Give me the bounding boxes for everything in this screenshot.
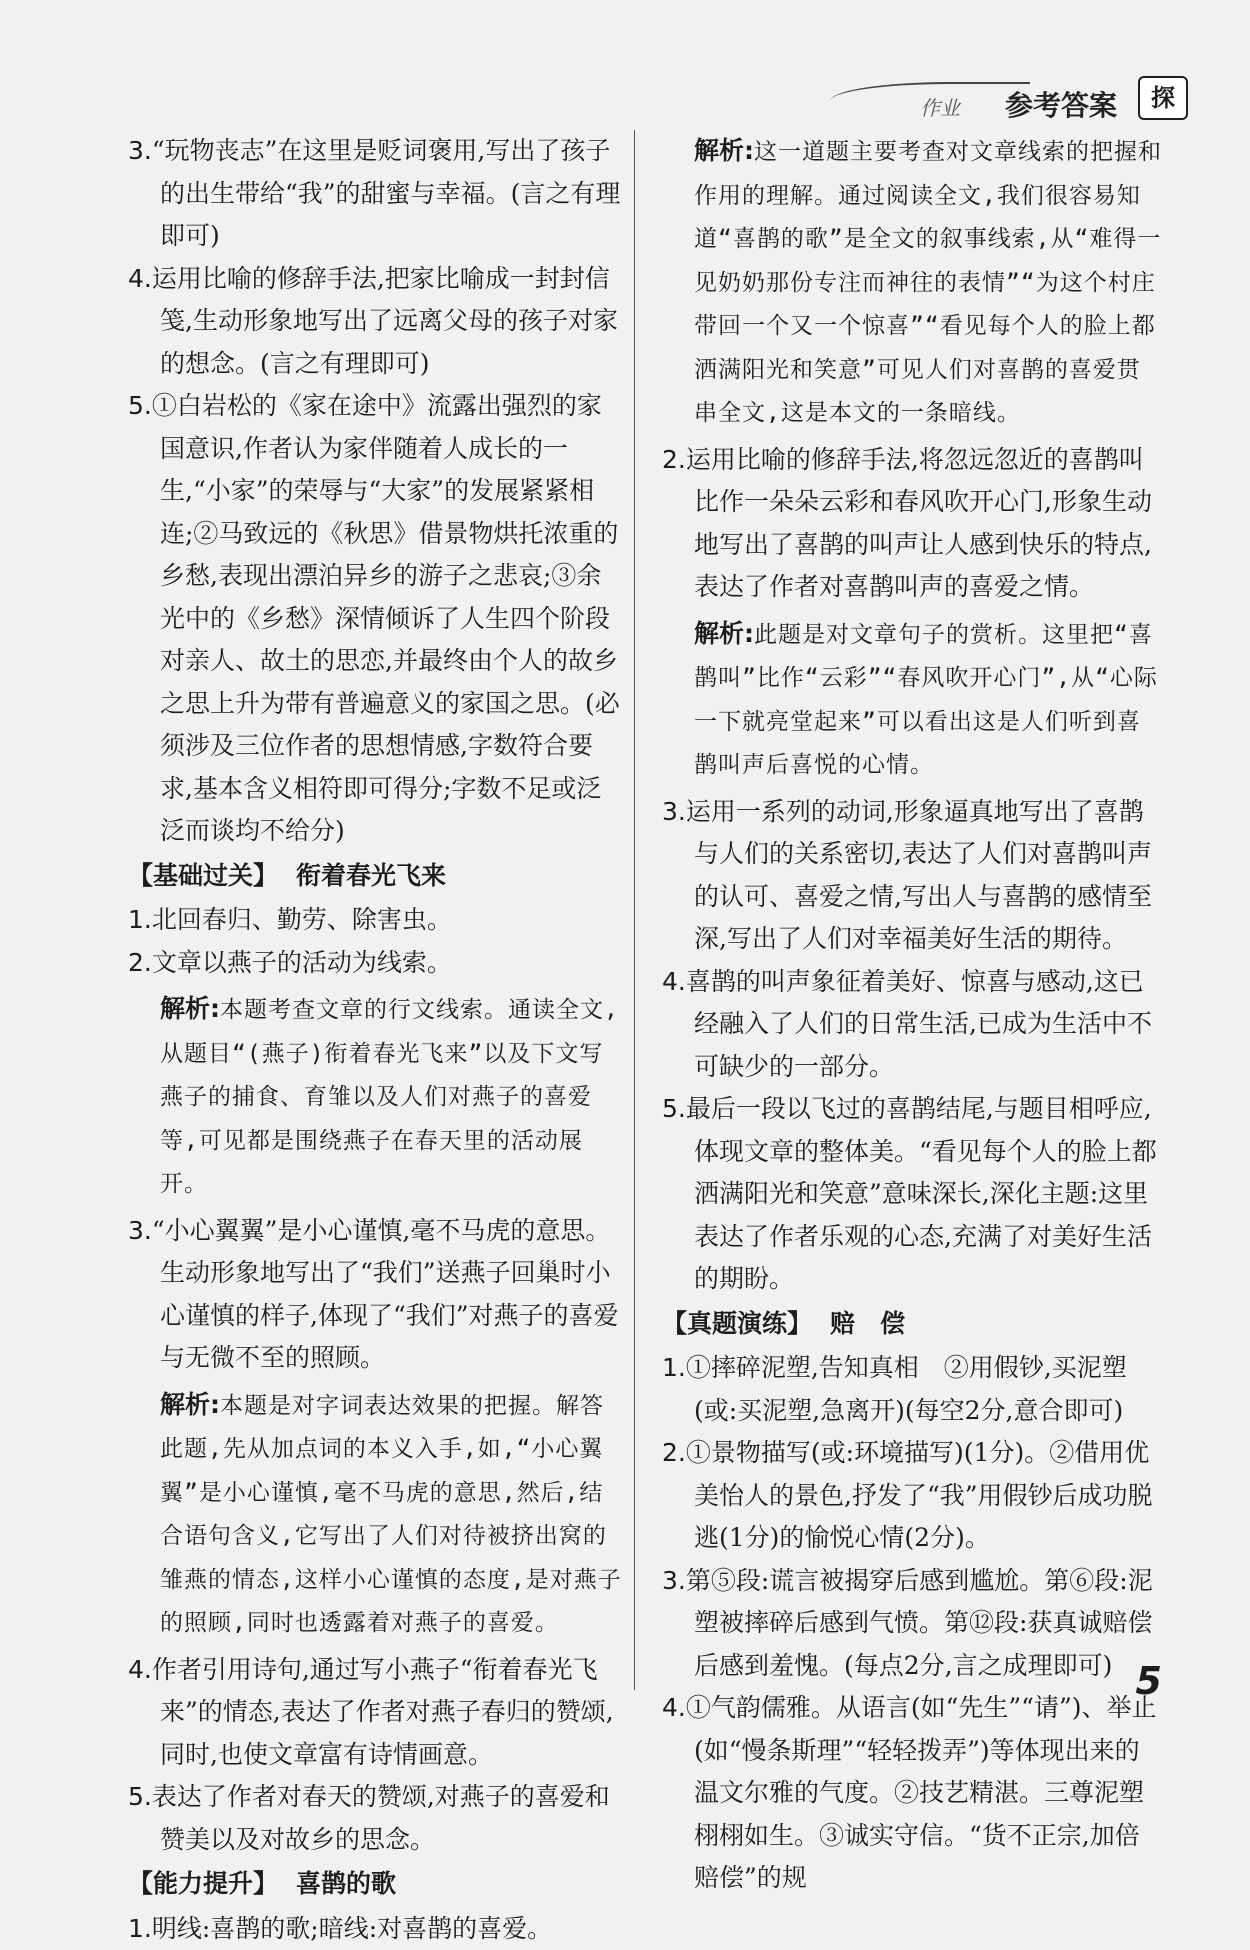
- analysis-note: 解析:本题考查文章的行文线索。通读全文,从题目“(燕子)衔着春光飞来”以及下文写燕子的捕食、育雏以及人们对燕子的喜爱等,可见都是围绕燕子在春天里的活动展开。: [128, 988, 623, 1206]
- page-number: 5: [1136, 1659, 1162, 1703]
- answer-item: 4.①气韵儒雅。从语言(如“先生”“请”)、举止(如“慢条斯理”“轻轻拨弄”)等体现出来的温文尔雅的气度。②技艺精湛。三尊泥塑栩栩如生。③诚实守信。“货不正宗,加倍赔偿”的规: [662, 1687, 1162, 1900]
- answer-item: 5.①白岩松的《家在途中》流露出强烈的家国意识,作者认为家伴随着人成长的一生,“小家”的荣辱与“大家”的发展紧紧相连;②马致远的《秋思》借景物烘托浓重的乡愁,表现出漂泊异乡的游子之悲哀;③余光中的《乡愁》深情倾诉了人生四个阶段对亲人、故土的思恋,并最终由个人的故乡之思上升为带有普遍意义的家国之思。(必须涉及三位作者的思想情感,字数符合要求,基本含义相符即可得分;字数不足或泛泛而谈均不给分): [128, 385, 623, 853]
- answer-item: 2.①景物描写(或:环境描写)(1分)。②借用优美怡人的景色,抒发了“我”用假钞后成功脱逃(1分)的愉悦心情(2分)。: [662, 1432, 1162, 1560]
- section-heading: 【真题演练】 赔 偿: [662, 1303, 1162, 1346]
- left-column: [128, 130, 623, 1950]
- column-divider: [634, 130, 635, 1690]
- right-column: [662, 130, 1162, 1900]
- answer-item: 5.表达了作者对春天的赞颂,对燕子的喜爱和赞美以及对故乡的思念。: [128, 1776, 623, 1861]
- header-zuoye: 作业: [920, 92, 960, 121]
- answer-item: 3.运用一系列的动词,形象逼真地写出了喜鹊与人们的关系密切,表达了人们对喜鹊叫声的认可、喜爱之情,写出人与喜鹊的感情至深,写出了人们对幸福美好生活的期待。: [662, 791, 1162, 961]
- brand-logo-icon: 探: [1138, 76, 1188, 120]
- answer-item: 4.喜鹊的叫声象征着美好、惊喜与感动,这已经融入了人们的日常生活,已成为生活中不可缺少的一部分。: [662, 961, 1162, 1089]
- answer-item: 4.作者引用诗句,通过写小燕子“衔着春光飞来”的情态,表达了作者对燕子春归的赞颂,同时,也使文章富有诗情画意。: [128, 1649, 623, 1777]
- header-title: 参考答案: [1005, 84, 1117, 124]
- answer-item: 1.北回春归、勤劳、除害虫。: [128, 899, 623, 942]
- answer-item: 2.文章以燕子的活动为线索。: [128, 942, 623, 985]
- answer-item: 3.第⑤段:谎言被揭穿后感到尴尬。第⑥段:泥塑被摔碎后感到气愤。第⑫段:获真诚赔偿后感到羞愧。(每点2分,言之成理即可): [662, 1560, 1162, 1688]
- section-heading: 【基础过关】 衔着春光飞来: [128, 855, 623, 898]
- page-header: [830, 74, 1190, 124]
- answer-item: 2.运用比喻的修辞手法,将忽远忽近的喜鹊叫比作一朵朵云彩和春风吹开心门,形象生动地写出了喜鹊的叫声让人感到快乐的特点,表达了作者对喜鹊叫声的喜爱之情。: [662, 439, 1162, 609]
- analysis-note: 解析:此题是对文章句子的赏析。这里把“喜鹊叫”比作“云彩”“春风吹开心门”,从“心际一下就亮堂起来”可以看出这是人们听到喜鹊叫声后喜悦的心情。: [662, 613, 1162, 787]
- answer-item: 5.最后一段以飞过的喜鹊结尾,与题目相呼应,体现文章的整体美。“看见每个人的脸上都洒满阳光和笑意”意味深长,深化主题:这里表达了作者乐观的心态,充满了对美好生活的期盼。: [662, 1088, 1162, 1301]
- analysis-note: 解析:本题是对字词表达效果的把握。解答此题,先从加点词的本义入手,如,“小心翼翼”是小心谨慎,毫不马虎的意思,然后,结合语句含义,它写出了人们对待被挤出窝的雏燕的情态,这样小心谨慎的态度,是对燕子的照顾,同时也透露着对燕子的喜爱。: [128, 1384, 623, 1645]
- section-heading: 【能力提升】 喜鹊的歌: [128, 1863, 623, 1906]
- answer-item: 4.运用比喻的修辞手法,把家比喻成一封封信笺,生动形象地写出了远离父母的孩子对家的想念。(言之有理即可): [128, 258, 623, 386]
- answer-item: 1.明线:喜鹊的歌;暗线:对喜鹊的喜爱。: [128, 1908, 623, 1950]
- analysis-note: 解析:这一道题主要考查对文章线索的把握和作用的理解。通过阅读全文,我们很容易知道“喜鹊的歌”是全文的叙事线索,从“难得一见奶奶那份专注而神往的表情”“为这个村庄带回一个又一个惊喜”“看见每个人的脸上都洒满阳光和笑意”可见人们对喜鹊的喜爱贯串全文,这是本文的一条暗线。: [662, 130, 1162, 435]
- answer-item: 3.“玩物丧志”在这里是贬词褒用,写出了孩子的出生带给“我”的甜蜜与幸福。(言之有理即可): [128, 130, 623, 258]
- answer-item: 3.“小心翼翼”是小心谨慎,毫不马虎的意思。生动形象地写出了“我们”送燕子回巢时小心谨慎的样子,体现了“我们”对燕子的喜爱与无微不至的照顾。: [128, 1210, 623, 1380]
- answer-item: 1.①摔碎泥塑,告知真相 ②用假钞,买泥塑(或:买泥塑,急离开)(每空2分,意合即可): [662, 1347, 1162, 1432]
